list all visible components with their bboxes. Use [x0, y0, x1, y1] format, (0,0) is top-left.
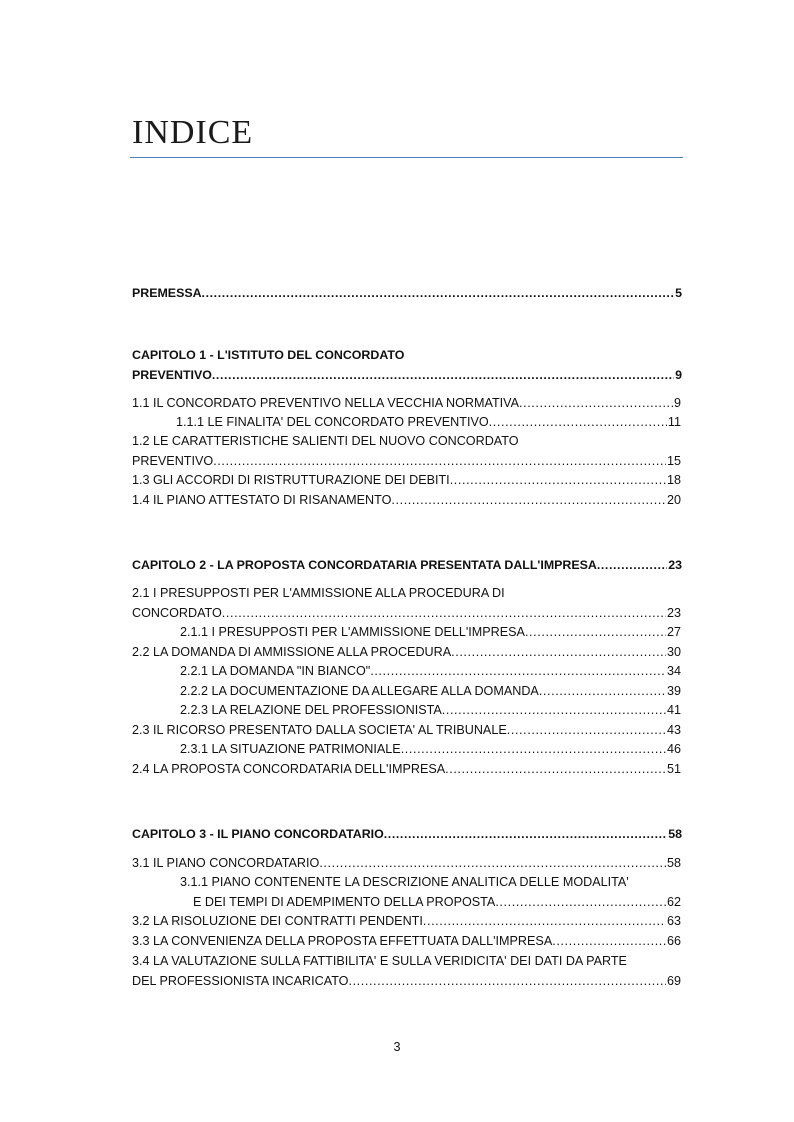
toc-entry-3-3[interactable]: 3.3 LA CONVENIENZA DELLA PROPOSTA EFFETTUATA DALL'IMPRESA ..... 66 [132, 932, 681, 951]
toc-entry-1-4[interactable]: 1.4 IL PIANO ATTESTATO DI RISANAMENTO ..... 20 [132, 491, 681, 510]
toc-entry-2-3-1[interactable]: 2.3.1 LA SITUAZIONE PATRIMONIALE ..... 46 [180, 740, 681, 759]
toc-entry-2-2-3[interactable]: 2.2.3 LA RELAZIONE DEL PROFESSIONISTA ..... 41 [180, 701, 681, 720]
title-underline [130, 157, 683, 158]
toc-entry-2-2[interactable]: 2.2 LA DOMANDA DI AMMISSIONE ALLA PROCEDURA ..... 30 [132, 643, 681, 662]
toc-entry-2-1-1[interactable]: 2.1.1 I PRESUPPOSTI PER L'AMMISSIONE DELL'IMPRESA ..... 27 [180, 623, 681, 642]
toc-entry-1-1-1[interactable]: 1.1.1 LE FINALITA' DEL CONCORDATO PREVENTIVO ..... 11 [176, 413, 681, 432]
toc-entry-capitolo-1-cont[interactable]: PREVENTIVO ..... 9 [132, 366, 682, 385]
toc-entry-1-2-cont[interactable]: PREVENTIVO ..... 15 [132, 452, 681, 471]
toc-entry-1-3[interactable]: 1.3 GLI ACCORDI DI RISTRUTTURAZIONE DEI DEBITI ..... 18 [132, 471, 681, 490]
toc-entry-2-3[interactable]: 2.3 IL RICORSO PRESENTATO DALLA SOCIETA' AL TRIBUNALE ..... 43 [132, 721, 681, 740]
toc-entry-premessa[interactable]: PREMESSA ..... 5 [132, 284, 682, 303]
toc-entry-3-1[interactable]: 3.1 IL PIANO CONCORDATARIO ..... 58 [132, 854, 681, 873]
page-number: 3 [393, 1040, 401, 1054]
toc-entry-3-1-1[interactable]: 3.1.1 PIANO CONTENENTE LA DESCRIZIONE ANALITICA DELLE MODALITA' [180, 875, 629, 889]
toc-entry-capitolo-1[interactable]: CAPITOLO 1 - L'ISTITUTO DEL CONCORDATO [132, 348, 405, 362]
toc-entry-3-4-cont[interactable]: DEL PROFESSIONISTA INCARICATO ..... 69 [132, 972, 681, 991]
page-title: INDICE [132, 114, 254, 151]
toc-entry-2-2-1[interactable]: 2.2.1 LA DOMANDA "IN BIANCO" ..... 34 [180, 662, 681, 681]
toc-entry-1-1[interactable]: 1.1 IL CONCORDATO PREVENTIVO NELLA VECCHIA NORMATIVA ..... 9 [132, 394, 681, 413]
toc-entry-capitolo-2[interactable]: CAPITOLO 2 - LA PROPOSTA CONCORDATARIA PRESENTATA DALL'IMPRESA ..... 23 [132, 556, 682, 575]
toc-entry-1-2[interactable]: 1.2 LE CARATTERISTICHE SALIENTI DEL NUOVO CONCORDATO [132, 434, 519, 448]
toc-entry-2-2-2[interactable]: 2.2.2 LA DOCUMENTAZIONE DA ALLEGARE ALLA DOMANDA ..... 39 [180, 682, 681, 701]
toc-entry-3-4[interactable]: 3.4 LA VALUTAZIONE SULLA FATTIBILITA' E SULLA VERIDICITA' DEI DATI DA PARTE [132, 954, 627, 968]
toc-entry-2-1-cont[interactable]: CONCORDATO ..... 23 [132, 604, 681, 623]
toc-entry-2-1[interactable]: 2.1 I PRESUPPOSTI PER L'AMMISSIONE ALLA PROCEDURA DI [132, 586, 505, 600]
toc-entry-capitolo-3[interactable]: CAPITOLO 3 - IL PIANO CONCORDATARIO ..... 58 [132, 825, 682, 844]
toc-entry-3-2[interactable]: 3.2 LA RISOLUZIONE DEI CONTRATTI PENDENTI ..... 63 [132, 912, 681, 931]
toc-entry-2-4[interactable]: 2.4 LA PROPOSTA CONCORDATARIA DELL'IMPRESA ..... 51 [132, 760, 681, 779]
toc-entry-3-1-1-cont[interactable]: E DEI TEMPI DI ADEMPIMENTO DELLA PROPOSTA ..... 62 [193, 893, 681, 912]
